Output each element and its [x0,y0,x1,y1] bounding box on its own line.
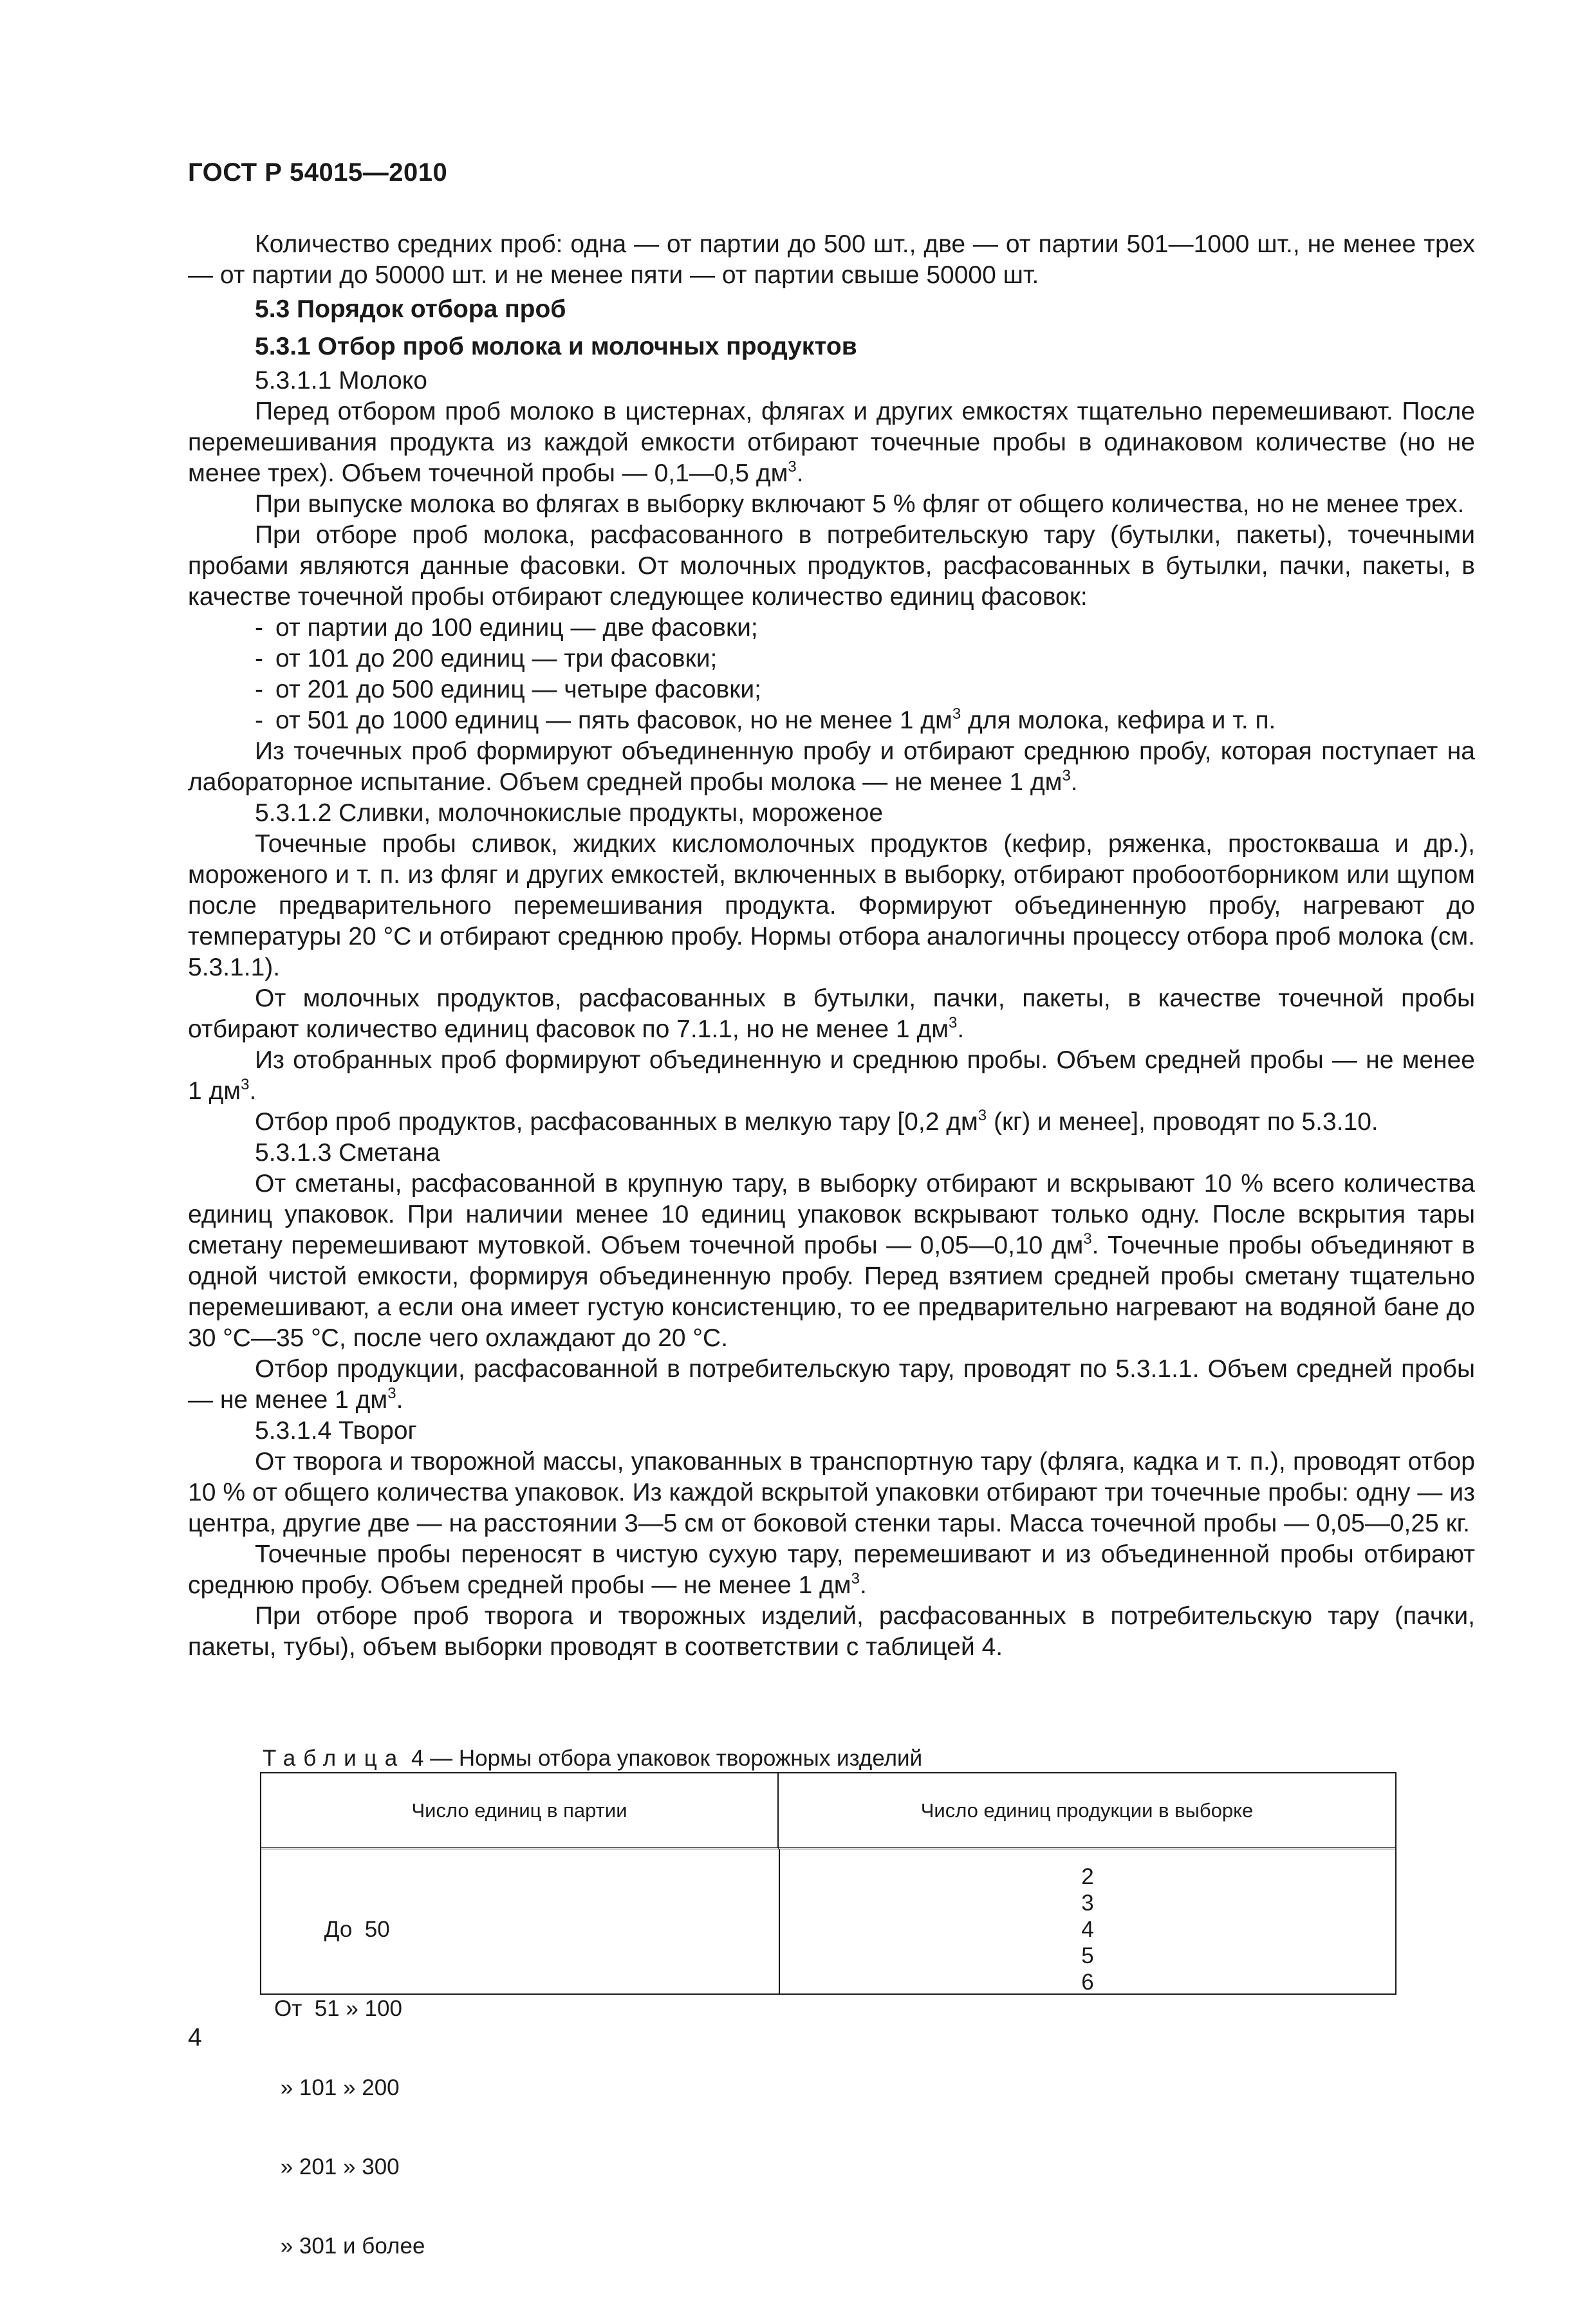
table-column-party [274,1863,425,2312]
table-cell-sample: 3 [1081,1891,1094,1916]
paragraph: При отборе проб молока, расфасованного в потребительскую тару (бутылки, пакеты), точечными пробами являются данные фасовки. От молочных продуктов, расфасованных в бутылки, пачки, пакеты, в качестве точечной пробы отбирают следующее количество единиц фасовок: [188,521,1475,611]
subsection-title-5-3-1-1: 5.3.1.1 Молоко [255,367,427,394]
table-cell-sample: 2 [1081,1864,1094,1889]
paragraph [188,1045,1475,1107]
paragraph-text: . [249,1077,257,1105]
page-number: 4 [188,2024,202,2051]
paragraph [188,1169,1475,1354]
table-column-sample [780,1863,1395,1995]
paragraph-text: Точечные пробы переносят в чистую сухую тару, перемешивают и из объединенной пробы отбирают среднюю пробу. Объем средней пробы — не менее 1 дм [188,1540,1475,1599]
paragraph [188,396,1475,489]
section-heading-5-3-1: 5.3.1 Отбор проб молока и молочных продуктов [255,333,857,360]
sampling-table [260,1772,1396,2259]
list-item-text: для молока, кефира и т. п. [961,707,1276,734]
paragraph-text: От сметаны, расфасованной в крупную тару, в выборку отбирают и вскрывают 10 % всего количества единиц упаковок. При наличии менее 10 единиц упаковок вскрывают только одну. После вскрытия тары сметану перемешивают мутовкой. Объем точечной пробы — 0,05—0,10 дм [188,1170,1475,1259]
paragraph-text: (кг) и менее], проводят по 5.3.10. [987,1108,1378,1136]
table-cell-sample: 6 [1081,1970,1094,1995]
table-cell-party: От 51 » 100 [274,1996,402,2021]
document-header: ГОСТ Р 54015—2010 [188,158,448,187]
paragraph-text: . [859,1571,867,1599]
superscript: 3 [851,1570,860,1587]
table-header-sample: Число единиц продукции в выборке [779,1773,1395,1849]
subsection-title-5-3-1-3: 5.3.1.3 Сметана [255,1139,440,1167]
list-item [188,705,1475,736]
superscript: 3 [387,1385,396,1402]
list-item-text: от 501 до 1000 единиц — пять фасовок, но не менее 1 дм [275,707,952,734]
table-cell-sample: 4 [1081,1917,1094,1942]
paragraph-text: От молочных продуктов, расфасованных в бутылки, пачки, пакеты, в качестве точечной пробы отбирают количество единиц фасовок по 7.1.1, но не менее 1 дм [188,985,1475,1043]
superscript: 3 [241,1076,250,1093]
paragraph-text: Из отобранных проб формируют объединенную и среднюю пробы. Объем средней пробы — не менее 1 дм [188,1046,1475,1105]
paragraph [188,736,1475,798]
list-item [188,613,1475,643]
paragraph: При отборе проб творога и творожных изделий, расфасованных в потребительскую тару (пачки, пакеты, тубы), объем выборки проводят в соответствии с таблицей 4. [188,1602,1475,1661]
dash-marker: - [255,707,263,734]
table-caption-label: Таблица [263,1746,405,1771]
table-caption [263,1746,922,1771]
superscript: 3 [1083,1230,1092,1248]
paragraph-text: . [957,1015,965,1043]
superscript: 3 [978,1107,987,1124]
table-cell-party: » 101 » 200 [274,2075,400,2100]
paragraph-text: Отбор продукции, расфасованной в потребительскую тару, проводят по 5.3.1.1. Объем средней пробы — не менее 1 дм [188,1355,1475,1414]
section-heading-5-3: 5.3 Порядок отбора проб [255,295,566,323]
document-body [188,229,1475,1663]
paragraph-text: . Точечные пробы объединяют в одной чистой емкости, формируя объединенную пробу. Перед взятием средней пробы сметану тщательно перемешивают, а если она имеет густую консистенцию, то ее предварительно нагревают на водяной бане до 30 °С—35 °С, после чего охлаждают до 20 °С. [188,1232,1475,1352]
table-cell-party: » 301 и более [274,2233,425,2259]
table-cell-sample: 5 [1081,1943,1094,1968]
paragraph: При выпуске молока во флягах в выборку включают 5 % фляг от общего количества, но не менее трех. [255,490,1465,518]
list-item-text: от 201 до 500 единиц — четыре фасовки; [275,676,761,703]
dash-marker: - [255,676,263,703]
superscript: 3 [949,1014,958,1031]
table-cell-party: » 201 » 300 [274,2154,400,2179]
subsection-title-5-3-1-4: 5.3.1.4 Творог [255,1417,417,1445]
dash-marker: - [255,645,263,672]
paragraph-text: . [396,1386,404,1414]
paragraph [188,983,1475,1045]
paragraph: Количество средних проб: одна — от партии до 500 шт., две — от партии 501—1000 шт., не менее трех — от партии до 50000 шт. и не менее пяти — от партии свыше 50000 шт. [188,230,1475,289]
paragraph [188,1107,1475,1138]
paragraph-text: . [796,459,804,487]
paragraph-text: . [1070,768,1078,796]
table-header-party: Число единиц в партии [261,1773,779,1849]
superscript: 3 [788,458,797,476]
list-item [188,674,1475,705]
superscript: 3 [952,705,961,723]
list-item-text: от 101 до 200 единиц — три фасовки; [275,645,718,672]
paragraph-text: Отбор проб продуктов, расфасованных в мелкую тару [0,2 дм [255,1108,978,1136]
paragraph [188,1354,1475,1416]
subsection-title-5-3-1-2: 5.3.1.2 Сливки, молочнокислые продукты, мороженое [255,799,884,827]
table-caption-text: 4 — Нормы отбора упаковок творожных изделий [405,1746,923,1771]
list-item-text: от партии до 100 единиц — две фасовки; [275,614,758,642]
paragraph: От творога и творожной массы, упакованных в транспортную тару (фляга, кадка и т. п.), проводят отбор 10 % от общего количества упаковок. Из каждой вскрытой упаковки отбирают три точечные пробы: одну — из центра, другие две — на расстоянии 3—5 см от боковой стенки тары. Масса точечной пробы — 0,05—0,25 кг. [188,1448,1475,1537]
paragraph [188,1539,1475,1601]
paragraph-text: Из точечных проб формируют объединенную пробу и отбирают среднюю пробу, которая поступает на лабораторное испытание. Объем средней пробы молока — не менее 1 дм [188,737,1475,796]
table-cell-party: До 50 [274,1917,390,1942]
list-item [188,643,1475,674]
paragraph-text: Перед отбором проб молоко в цистернах, флягах и других емкостях тщательно перемешивают. После перемешивания продукта из каждой емкости отбирают точечные пробы в одинаковом количестве (но не менее трех). Объем точечной пробы — 0,1—0,5 дм [188,398,1475,487]
dash-marker: - [255,614,263,642]
paragraph: Точечные пробы сливок, жидких кисломолочных продуктов (кефир, ряженка, простокваша и др.), мороженого и т. п. из фляг и других емкостей, включенных в выборку, отбирают пробоотборником или щупом после предварительного перемешивания продукта. Формируют объединенную пробу, нагревают до температуры 20 °С и отбирают среднюю пробу. Нормы отбора аналогичны процессу отбора проб молока (см. 5.3.1.1). [188,830,1475,981]
superscript: 3 [1062,767,1071,784]
